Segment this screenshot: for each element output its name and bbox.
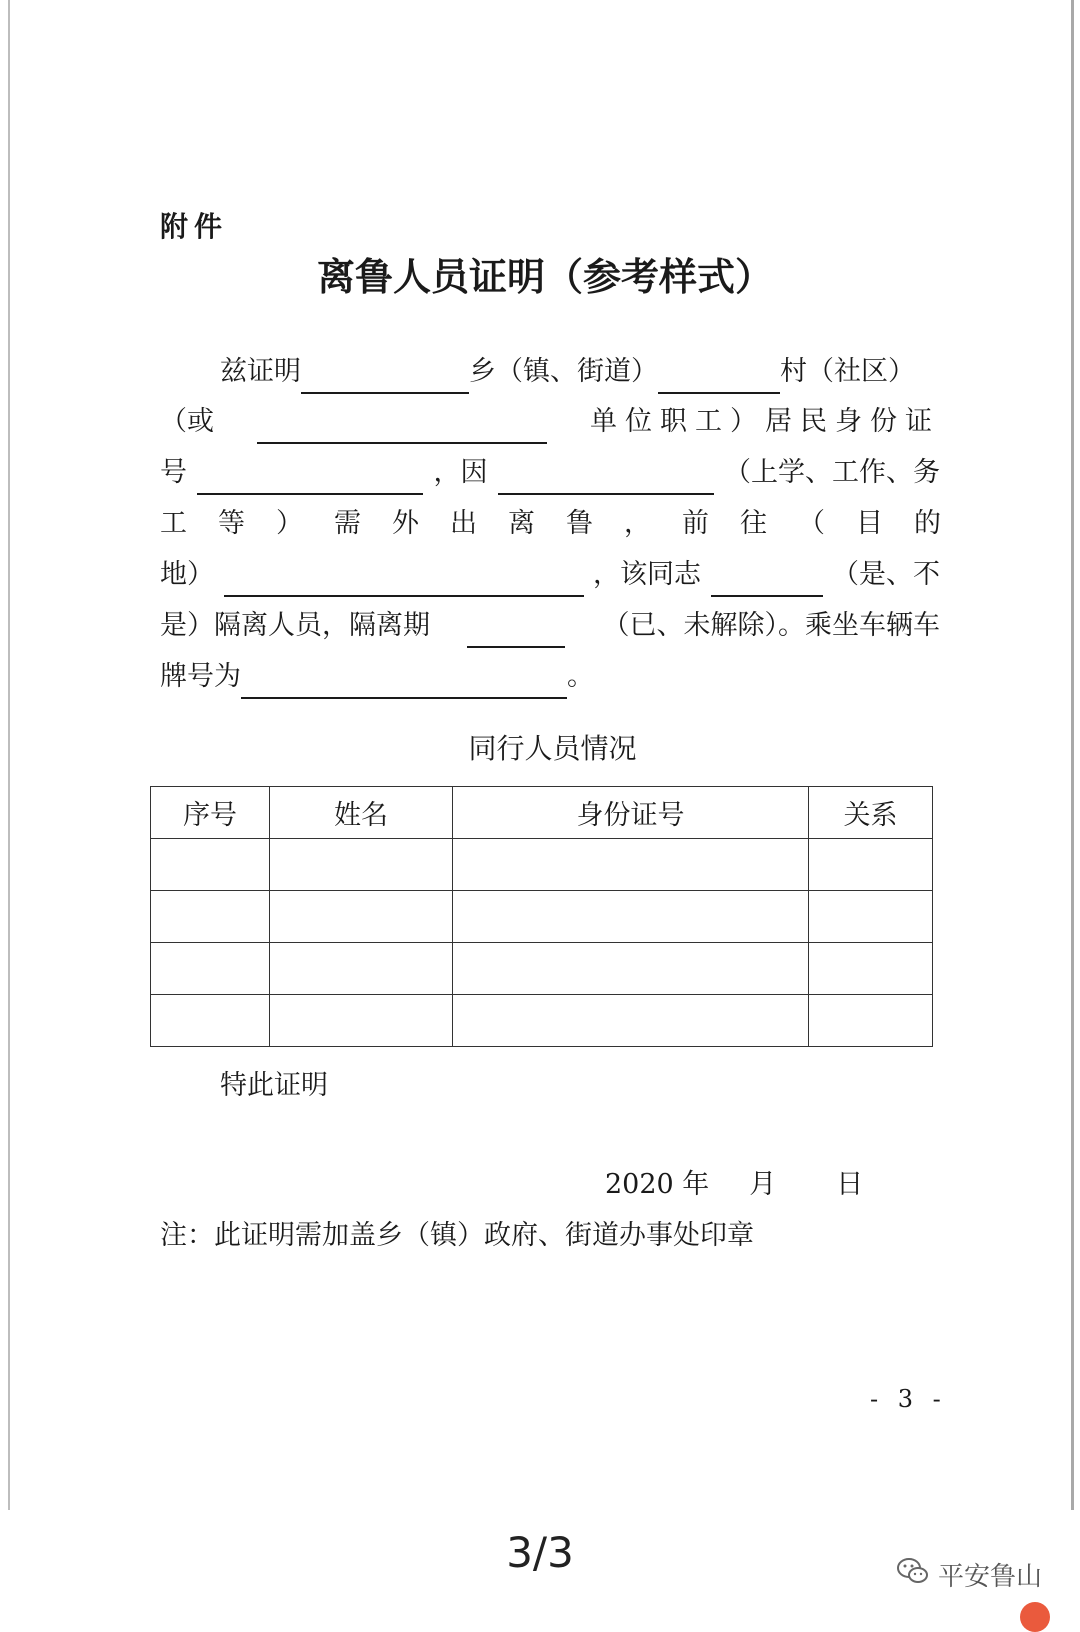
table-cell[interactable] (453, 839, 809, 891)
table-row (151, 943, 933, 995)
line5-suffix: （是、不 (832, 559, 940, 590)
table-cell[interactable] (809, 839, 933, 891)
table-cell[interactable] (453, 995, 809, 1047)
line5-prefix: 地） (160, 559, 214, 590)
page-indicator: 3/3 (506, 1528, 574, 1577)
watermark-text: 平安鲁山 (938, 1562, 1043, 1592)
line3-prefix: 号 (160, 457, 187, 488)
table-row (151, 839, 933, 891)
body-line-6 (160, 604, 940, 648)
line7-prefix: 牌号为 (160, 661, 241, 692)
line1-mid: 乡（镇、街道） (469, 356, 658, 387)
date-day: 日 (836, 1169, 864, 1200)
table-body (151, 839, 933, 1047)
body-line-2 (160, 400, 940, 444)
village-blank[interactable] (658, 362, 780, 394)
table-row (151, 891, 933, 943)
table-cell[interactable] (151, 995, 270, 1047)
companions-title: 同行人员情况 (468, 732, 637, 765)
date-month: 月 (749, 1169, 777, 1200)
quarantine-period-blank[interactable] (467, 616, 565, 648)
header-seq: 序号 (151, 787, 270, 839)
attachment-label: 附件 (160, 210, 229, 243)
table-cell[interactable] (809, 943, 933, 995)
header-name: 姓名 (270, 787, 453, 839)
wechat-icon (896, 1556, 930, 1593)
floating-record-dot[interactable] (1020, 1602, 1050, 1632)
table-cell[interactable] (151, 891, 270, 943)
line2-suffix: 单位职工）居民身份证 (590, 406, 940, 437)
table-cell[interactable] (270, 943, 453, 995)
line6-suffix: （已、未解除）。乘坐车辆车 (602, 610, 940, 641)
companions-table (150, 786, 933, 1047)
body-line-4: 工等）需外出离鲁，前往（目的 (160, 508, 972, 539)
table-cell[interactable] (809, 995, 933, 1047)
date-year: 2020 年 (605, 1169, 710, 1200)
header-relation: 关系 (809, 787, 933, 839)
table-header-row (151, 787, 933, 839)
certify-text: 特此证明 (220, 1070, 328, 1101)
table-cell[interactable] (809, 891, 933, 943)
line3-mid: ，因 (433, 457, 488, 488)
reason-blank[interactable] (498, 463, 714, 495)
plate-number-blank[interactable] (241, 667, 567, 699)
line5-mid: ，该同志 (593, 559, 701, 590)
town-blank[interactable] (301, 362, 469, 394)
table-cell[interactable] (453, 943, 809, 995)
body-line-7 (160, 655, 940, 699)
body-line-5 (160, 553, 940, 597)
line6-prefix: 是）隔离人员，隔离期 (160, 610, 430, 641)
header-id: 身份证号 (453, 787, 809, 839)
table-cell[interactable] (453, 891, 809, 943)
quarantine-status-blank[interactable] (711, 565, 823, 597)
note-text: 注：此证明需加盖乡（镇）政府、街道办事处印章 (160, 1220, 754, 1251)
table-row (151, 995, 933, 1047)
body-line-1 (160, 350, 940, 394)
document-page (8, 0, 1074, 1510)
date-line (605, 1162, 863, 1201)
table-cell[interactable] (270, 891, 453, 943)
destination-blank[interactable] (224, 565, 584, 597)
table-cell[interactable] (151, 943, 270, 995)
employer-blank[interactable] (257, 412, 547, 444)
table-cell[interactable] (270, 995, 453, 1047)
document-title: 离鲁人员证明（参考样式） (316, 255, 773, 299)
line7-suffix: 。 (567, 661, 594, 692)
page-number: - 3 - (870, 1385, 947, 1413)
watermark (896, 1556, 1042, 1593)
table-cell[interactable] (151, 839, 270, 891)
id-number-blank[interactable] (197, 463, 423, 495)
table-cell[interactable] (270, 839, 453, 891)
line3-suffix: （上学、工作、务 (724, 457, 940, 488)
line1-prefix: 兹证明 (220, 356, 301, 387)
line1-suffix: 村（社区） (780, 356, 915, 387)
line2-prefix: （或 (160, 406, 214, 437)
body-line-3 (160, 451, 940, 495)
